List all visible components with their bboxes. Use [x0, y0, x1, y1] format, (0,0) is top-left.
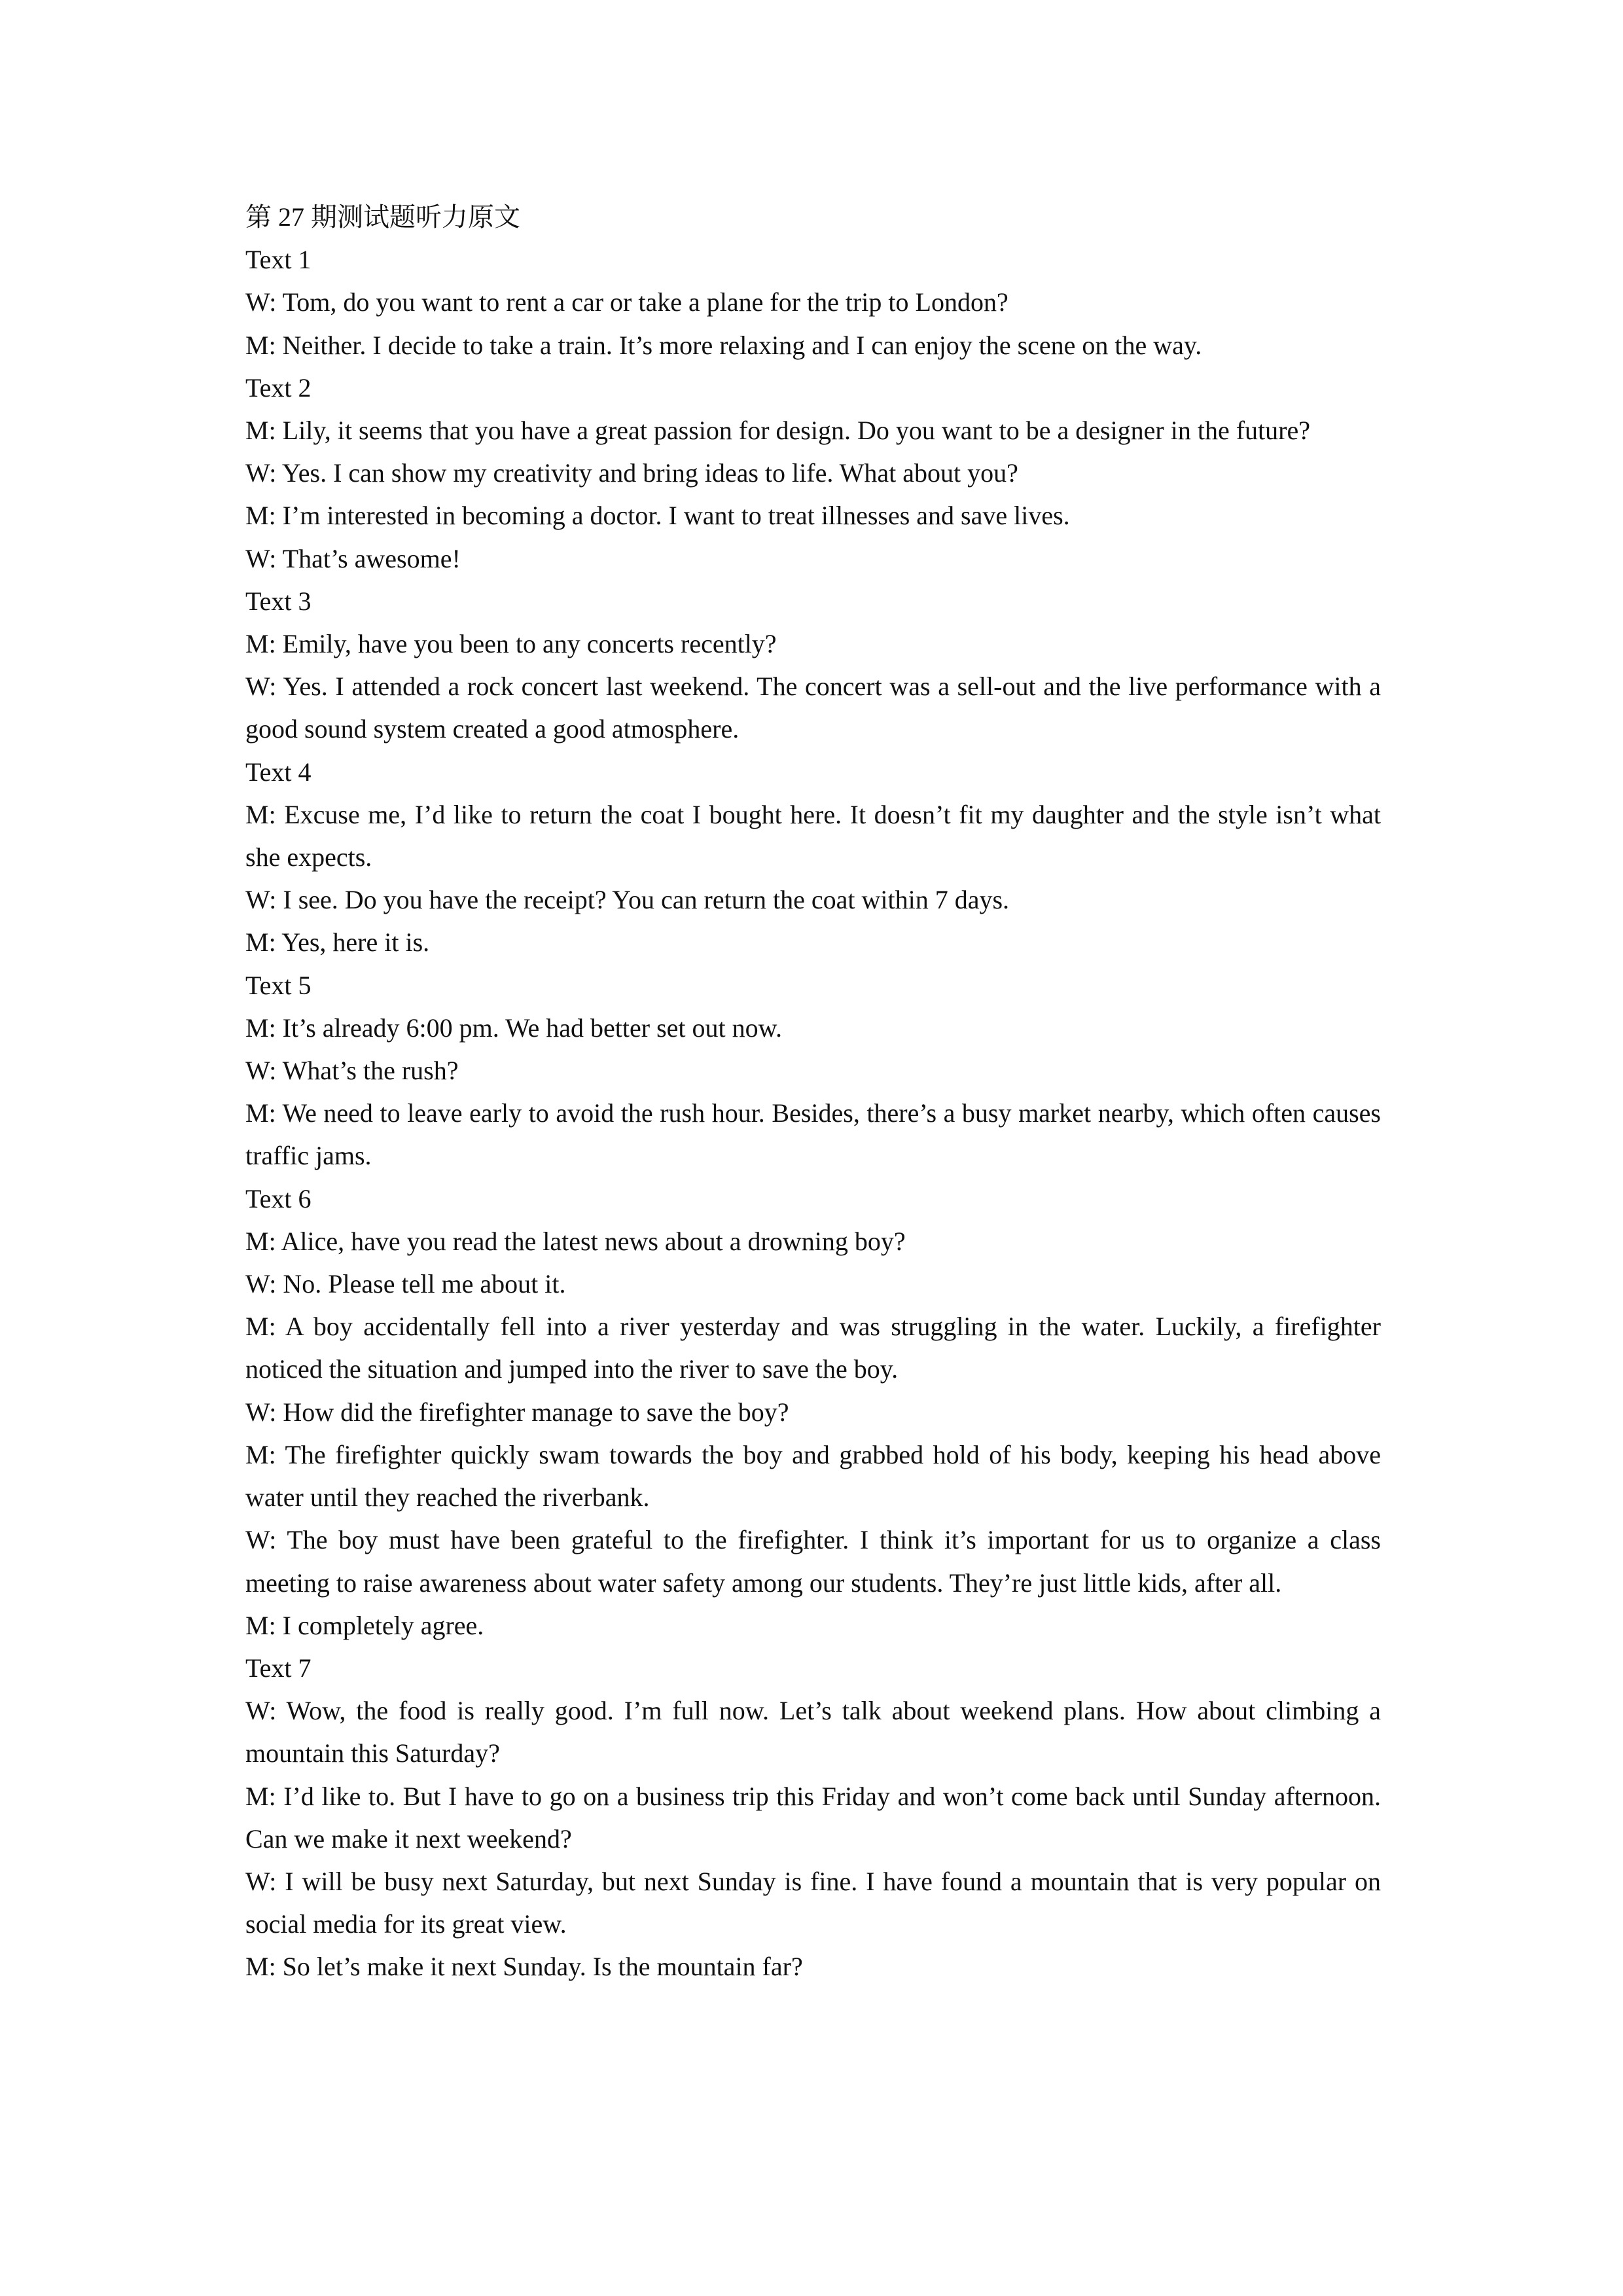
section-heading: Text 2: [245, 372, 312, 403]
dialogue-line: M: So let’s make it next Sunday. Is the mountain far?: [245, 1952, 803, 1982]
dialogue-line: M: Yes, here it is.: [245, 927, 430, 958]
section-heading: Text 7: [245, 1653, 312, 1683]
dialogue-line: W: What’s the rush?: [245, 1056, 459, 1086]
dialogue-line: M: Neither. I decide to take a train. It’s more relaxing and I can enjoy the scene on the way.: [245, 330, 1202, 360]
dialogue-line: M: We need to leave early to avoid the rush hour. Besides, there’s a busy market nearby, which often causes traffic jams.: [245, 1098, 1381, 1171]
section-heading: Text 1: [245, 245, 312, 275]
dialogue-line: W: I will be busy next Saturday, but next Sunday is fine. I have found a mountain that is very popular on social media for its great view.: [245, 1866, 1381, 1939]
dialogue-line: W: Wow, the food is really good. I’m full now. Let’s talk about weekend plans. How about climbing a mountain this Saturday?: [245, 1696, 1381, 1768]
transcript-page: [245, 196, 1381, 1988]
dialogue-line: M: I’m interested in becoming a doctor. I want to treat illnesses and save lives.: [245, 501, 1070, 531]
section-heading: Text 6: [245, 1183, 312, 1213]
dialogue-line: W: That’s awesome!: [245, 543, 461, 573]
dialogue-line: W: Yes. I attended a rock concert last weekend. The concert was a sell-out and the live performance with a good sound system created a good atmosphere.: [245, 672, 1381, 744]
section-heading: Text 4: [245, 757, 312, 787]
dialogue-line: M: Lily, it seems that you have a great passion for design. Do you want to be a designer in the future?: [245, 416, 1310, 446]
dialogue-line: W: How did the firefighter manage to save the boy?: [245, 1397, 789, 1427]
dialogue-line: M: A boy accidentally fell into a river yesterday and was struggling in the water. Luckily, a firefighter noticed the situation and jumped into the river to save the boy.: [245, 1312, 1381, 1384]
dialogue-line: M: I’d like to. But I have to go on a business trip this Friday and won’t come back until Sunday afternoon. Can we make it next weekend?: [245, 1781, 1381, 1854]
dialogue-line: W: Yes. I can show my creativity and bring ideas to life. What about you?: [245, 458, 1018, 488]
dialogue-line: M: Excuse me, I’d like to return the coat I bought here. It doesn’t fit my daughter and the style isn’t what she expects.: [245, 799, 1381, 872]
dialogue-line: W: The boy must have been grateful to the firefighter. I think it’s important for us to organize a class meeting to raise awareness about water safety among our students. They’re just little kids, after all.: [245, 1525, 1381, 1598]
section-heading: Text 3: [245, 586, 312, 616]
dialogue-line: M: I completely agree.: [245, 1610, 484, 1640]
dialogue-line: W: No. Please tell me about it.: [245, 1269, 566, 1299]
dialogue-line: W: Tom, do you want to rent a car or take a plane for the trip to London?: [245, 287, 1008, 317]
page-title: 第 27 期测试题听力原文: [245, 202, 520, 232]
dialogue-line: M: Emily, have you been to any concerts recently?: [245, 629, 777, 659]
dialogue-line: M: It’s already 6:00 pm. We had better set out now.: [245, 1013, 782, 1043]
dialogue-line: W: I see. Do you have the receipt? You can return the coat within 7 days.: [245, 885, 1010, 915]
dialogue-line: M: The firefighter quickly swam towards the boy and grabbed hold of his body, keeping his head above water until they reached the riverbank.: [245, 1439, 1381, 1513]
section-heading: Text 5: [245, 970, 312, 1000]
dialogue-line: M: Alice, have you read the latest news about a drowning boy?: [245, 1226, 906, 1256]
